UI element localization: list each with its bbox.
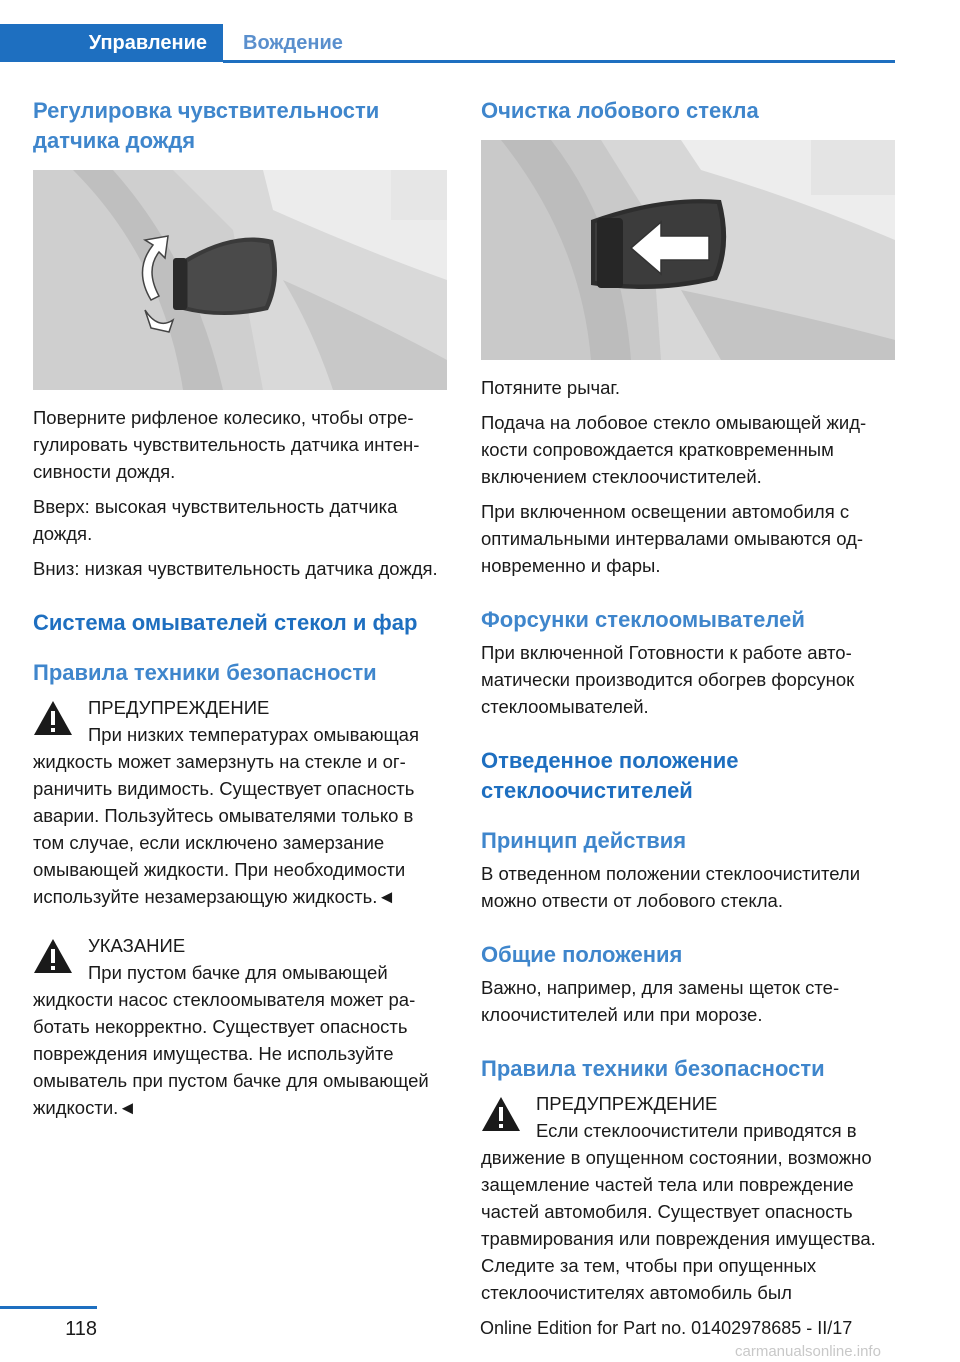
heading-rain-sensor-sensitivity: Регулировка чувствительности датчика дождя — [33, 98, 380, 153]
clean-paragraph-2: Подача на лобовое стекло омывающей жидкости сопровождается кратковременным включением стеклоочистителей. — [481, 412, 867, 487]
heading-principle: Принцип действия — [481, 828, 687, 853]
warning-triangle-icon — [33, 700, 73, 736]
notice-label: УКАЗАНИЕ — [88, 935, 186, 956]
heading-safety-right: Правила техники безопасности — [481, 1056, 825, 1081]
principle-paragraph: В отведенном положении стеклоочистители можно отвести от лобового стекла. — [481, 863, 861, 911]
edition-info: Online Edition for Part no. 01402978685 - II/17 — [480, 1318, 853, 1338]
sensor-paragraph-1: Поверните рифленое колесико, чтобы отрегулировать чувствительность датчика интенсивности дождя. — [33, 407, 420, 482]
warning-wiper-pinch — [481, 1090, 895, 1306]
notice-empty-tank — [33, 932, 447, 1121]
sensor-paragraph-3: Вниз: низкая чувствительность датчика дождя. — [33, 558, 438, 579]
heading-washer-nozzles: Форсунки стеклоомывателей — [481, 607, 805, 632]
warning-first-line: Если стеклоочистители приводятся в — [536, 1120, 857, 1141]
heading-safety-left: Правила техники безопасности — [33, 660, 377, 685]
footer-rule — [0, 1306, 97, 1309]
heading-general: Общие положения — [481, 942, 683, 967]
rain-sensor-wheel-photo — [33, 170, 447, 390]
tab-driving[interactable]: Вождение — [243, 31, 343, 54]
warning-freezing — [33, 694, 447, 910]
left-column — [33, 96, 447, 1121]
tab-controls[interactable]: Управление — [0, 24, 223, 62]
heading-windshield-cleaning: Очистка лобового стекла — [481, 98, 759, 123]
warning-triangle-icon — [481, 1096, 521, 1132]
right-column — [481, 96, 895, 1306]
header-tabs — [0, 24, 895, 62]
general-paragraph: Важно, например, для замены щеток стеклоочистителей или при морозе. — [481, 977, 840, 1025]
nozzles-paragraph: При включенной Готовности к работе автоматически производится обогрев форсунок стеклоомывателей. — [481, 642, 855, 717]
clean-paragraph-3: При включенном освещении автомобиля с оптимальными интервалами омываются одновременно и фары. — [481, 501, 864, 576]
watermark: carmanualsonline.info — [735, 1343, 881, 1360]
warning-triangle-icon — [33, 938, 73, 974]
clean-paragraph-1: Потяните рычаг. — [481, 377, 621, 398]
notice-first-line: При пустом бачке для омывающей — [88, 962, 388, 983]
warning-body: движение в опущенном состоянии, возможно защемление частей тела или повреждение частей автомобиля. Существует опасность травмирования или повреждения имущества. Следите за тем, чтобы при опущенных стеклоочистителях автомобиль был — [481, 1147, 876, 1303]
warning-label: ПРЕДУПРЕЖДЕНИЕ — [88, 697, 270, 718]
wiper-lever-pull-photo — [481, 140, 895, 360]
heading-washer-system: Система омывателей стекол и фар — [33, 610, 418, 635]
warning-first-line: При низких температурах омывающая — [88, 724, 419, 745]
page-number: 118 — [65, 1318, 97, 1340]
warning-label: ПРЕДУПРЕЖДЕНИЕ — [536, 1093, 718, 1114]
warning-body: жидкость может замерзнуть на стекле и ограничить видимость. Существует опасность аварии. Пользуйтесь омывателями только в том случае, если исключено замерзание омывающей жидкости. При необходимости используйте незамерзающую жидкость.◄ — [33, 751, 415, 907]
sensor-paragraph-2: Вверх: высокая чувствительность датчика дождя. — [33, 496, 398, 544]
header-rule — [223, 60, 895, 63]
notice-body: жидкости насос стеклоомывателя может работать некорректно. Существует опасность повреждения имущества. Не используйте омыватель при пустом бачке для омывающей жидкости.◄ — [33, 989, 429, 1118]
heading-retracted-position: Отведенное положение стеклоочистителей — [481, 748, 739, 803]
